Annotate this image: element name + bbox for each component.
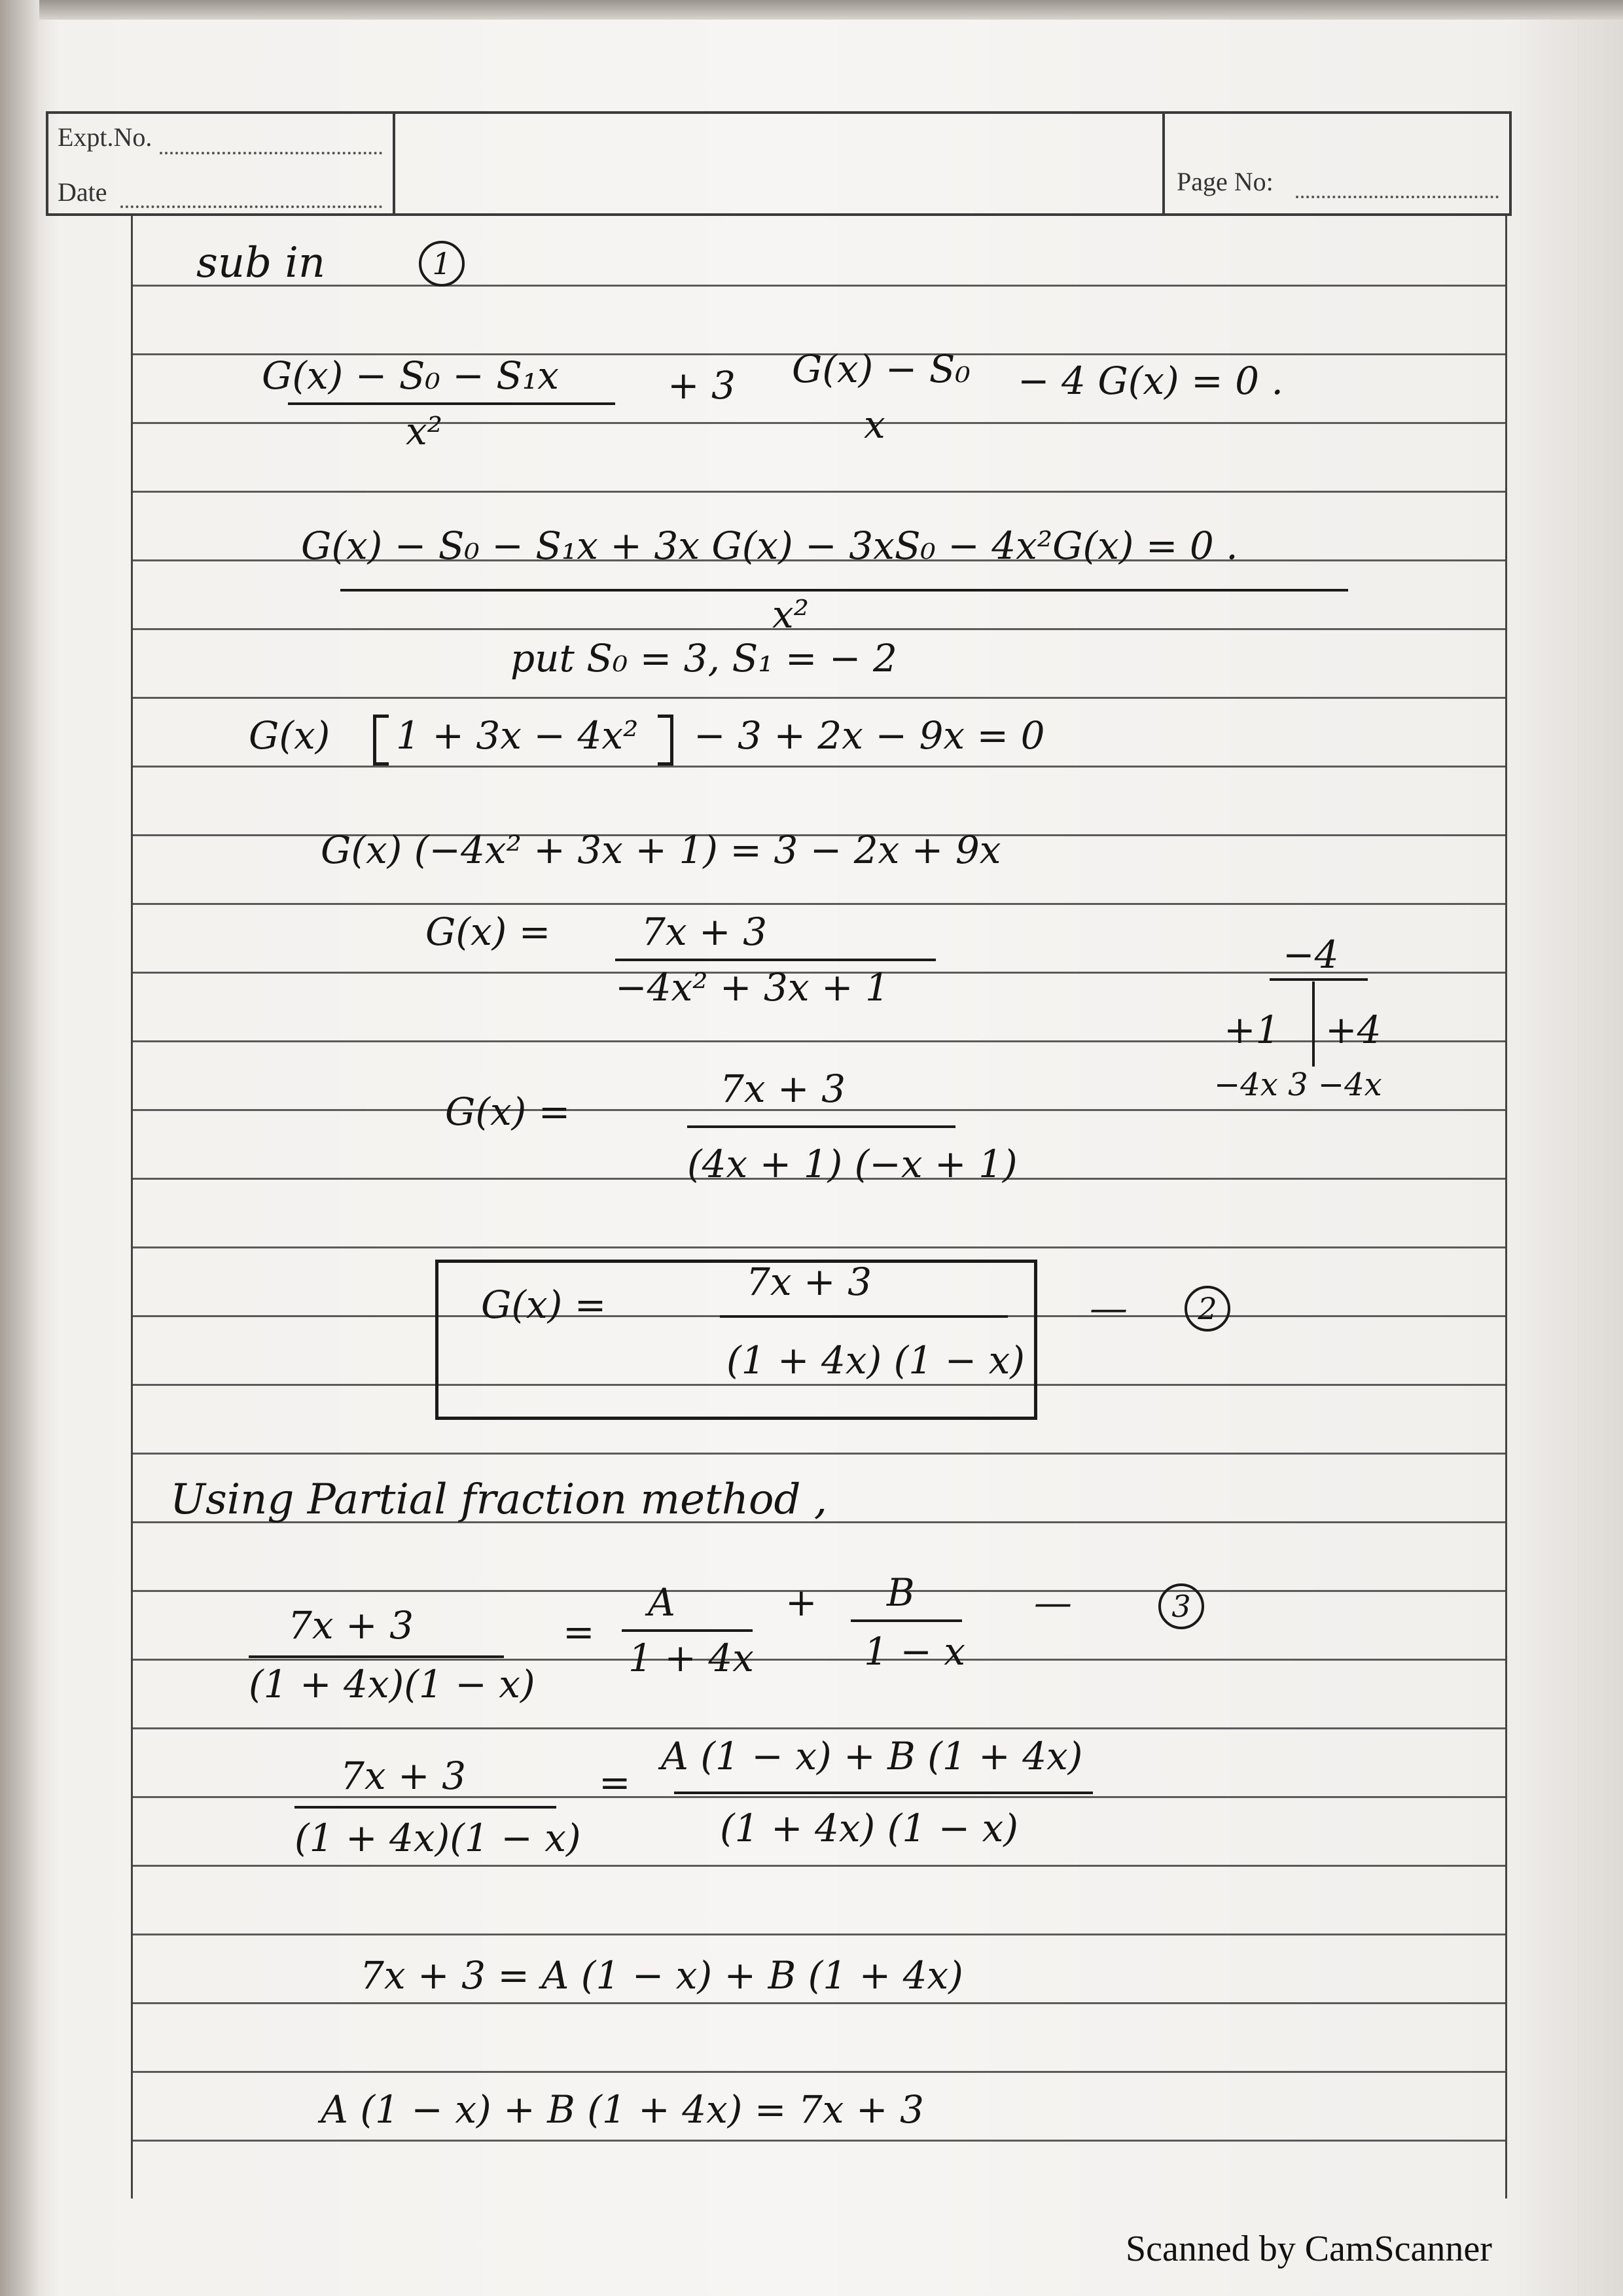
eq9-rhs-denominator: (1 + 4x) (1 − x) — [720, 1806, 1019, 1850]
side-calc-divider — [1312, 981, 1315, 1067]
rule-line — [131, 2140, 1505, 2142]
eq7-dash: — — [1090, 1286, 1128, 1330]
eq6-lhs: G(x) = — [445, 1089, 571, 1134]
eq3-bracket-open — [373, 715, 389, 766]
header-right-cell — [1162, 114, 1509, 213]
rule-line — [131, 1934, 1505, 1935]
eq8-plus: + — [785, 1580, 817, 1625]
rule-line — [131, 2071, 1505, 2073]
side-calc-left: +1 — [1224, 1008, 1280, 1052]
rule-line — [131, 903, 1505, 905]
eq3-lhs: G(x) — [249, 713, 330, 758]
equation-ref-1: 1 — [419, 241, 465, 287]
eq3-rest: − 3 + 2x − 9x = 0 — [694, 713, 1045, 758]
header-left-cell — [48, 114, 395, 213]
eq8-a-bar — [622, 1629, 753, 1632]
margin-line — [131, 216, 133, 2199]
page-no-dots — [1296, 196, 1499, 198]
page-edge-top — [0, 0, 1623, 20]
eq8-b-bar — [851, 1619, 962, 1622]
eq9-numerator: 7x + 3 — [340, 1754, 466, 1798]
side-calc-top: −4 — [1283, 932, 1339, 977]
eq4: G(x) (−4x² + 3x + 1) = 3 − 2x + 9x — [321, 828, 1001, 872]
eq7-numerator: 7x + 3 — [746, 1260, 872, 1304]
eq5-lhs: G(x) = — [425, 910, 551, 954]
equation-ref-2: 2 — [1185, 1286, 1230, 1332]
eq2-numerator: G(x) − S₀ − S₁x + 3x G(x) − 3xS₀ − 4x²G(x) = 0 . — [301, 523, 1238, 568]
eq1-rest: − 4 G(x) = 0 . — [1018, 359, 1283, 403]
equation-ref-3: 3 — [1158, 1583, 1204, 1629]
eq5-numerator: 7x + 3 — [641, 910, 767, 954]
put-values: put S₀ = 3, S₁ = − 2 — [510, 636, 897, 680]
eq1-plus-3: + 3 — [668, 363, 736, 408]
sub-in-text: sub in — [196, 239, 326, 287]
eq5-fraction-bar — [615, 959, 936, 961]
rule-line — [131, 1659, 1505, 1661]
eq1-denominator-1: x² — [406, 409, 442, 453]
eq1-denominator-2: x — [864, 402, 885, 447]
eq2-fraction-bar — [340, 589, 1348, 592]
rule-line — [131, 1727, 1505, 1729]
right-margin-line — [1505, 216, 1507, 2199]
eq9-fraction-bar — [294, 1806, 556, 1809]
eq8-a: A — [648, 1580, 675, 1625]
eq6-numerator: 7x + 3 — [720, 1067, 846, 1111]
eq8-b-denominator: 1 − x — [864, 1629, 966, 1674]
eq3-bracket-close — [658, 715, 673, 766]
rule-line — [131, 1865, 1505, 1867]
eq11: A (1 − x) + B (1 + 4x) = 7x + 3 — [321, 2087, 924, 2132]
rule-line — [131, 1796, 1505, 1798]
eq8-fraction-bar — [249, 1655, 504, 1658]
expt-no-label: Expt.No. — [58, 122, 152, 152]
rule-line — [131, 1246, 1505, 1248]
eq5-denominator: −4x² + 3x + 1 — [615, 965, 889, 1010]
eq3-inner: 1 + 3x − 4x² — [396, 713, 639, 758]
rule-line — [131, 422, 1505, 424]
date-dots — [120, 205, 382, 208]
eq8-equals: = — [563, 1610, 595, 1654]
rule-line — [131, 285, 1505, 287]
rule-line — [131, 1453, 1505, 1455]
side-calc-bottom: −4x 3 −4x — [1214, 1067, 1382, 1103]
eq8-a-denominator: 1 + 4x — [628, 1636, 754, 1680]
eq1-numerator-1: G(x) − S₀ − S₁x — [262, 353, 559, 398]
rule-line — [131, 697, 1505, 699]
page-header — [46, 111, 1512, 216]
camscanner-watermark: Scanned by CamScanner — [1126, 2229, 1492, 2269]
expt-no-dots — [160, 152, 382, 154]
date-label: Date — [58, 177, 107, 207]
rule-line — [131, 628, 1505, 630]
eq8-b: B — [887, 1570, 915, 1615]
partial-fraction-heading: Using Partial fraction method , — [170, 1475, 828, 1524]
eq7-lhs: G(x) = — [481, 1282, 607, 1327]
eq8-numerator: 7x + 3 — [288, 1603, 414, 1648]
rule-line — [131, 1590, 1505, 1592]
eq7-denominator: (1 + 4x) (1 − x) — [726, 1338, 1026, 1383]
rule-line — [131, 491, 1505, 493]
eq9-equals: = — [599, 1760, 631, 1805]
eq9-denominator: (1 + 4x)(1 − x) — [294, 1816, 581, 1860]
rule-line — [131, 2002, 1505, 2004]
eq9-rhs-bar — [674, 1792, 1093, 1794]
rule-line — [131, 1040, 1505, 1042]
side-calc-bar — [1270, 978, 1368, 981]
eq6-fraction-bar — [687, 1125, 955, 1128]
eq2-denominator: x² — [772, 592, 809, 637]
side-calc-right: +4 — [1325, 1008, 1382, 1052]
eq9-rhs-numerator: A (1 − x) + B (1 + 4x) — [661, 1734, 1083, 1778]
eq8-denominator: (1 + 4x)(1 − x) — [249, 1662, 535, 1706]
page-edge-left — [0, 0, 39, 2296]
eq1-fraction-bar-1 — [288, 402, 615, 405]
eq7-fraction-bar — [720, 1315, 1008, 1318]
eq8-dash: — — [1034, 1580, 1072, 1625]
page-no-label: Page No: — [1177, 167, 1274, 196]
rule-line — [131, 766, 1505, 768]
eq6-denominator: (4x + 1) (−x + 1) — [687, 1142, 1018, 1186]
eq1-numerator-2: G(x) − S₀ — [792, 347, 971, 391]
eq10: 7x + 3 = A (1 − x) + B (1 + 4x) — [360, 1953, 963, 1998]
